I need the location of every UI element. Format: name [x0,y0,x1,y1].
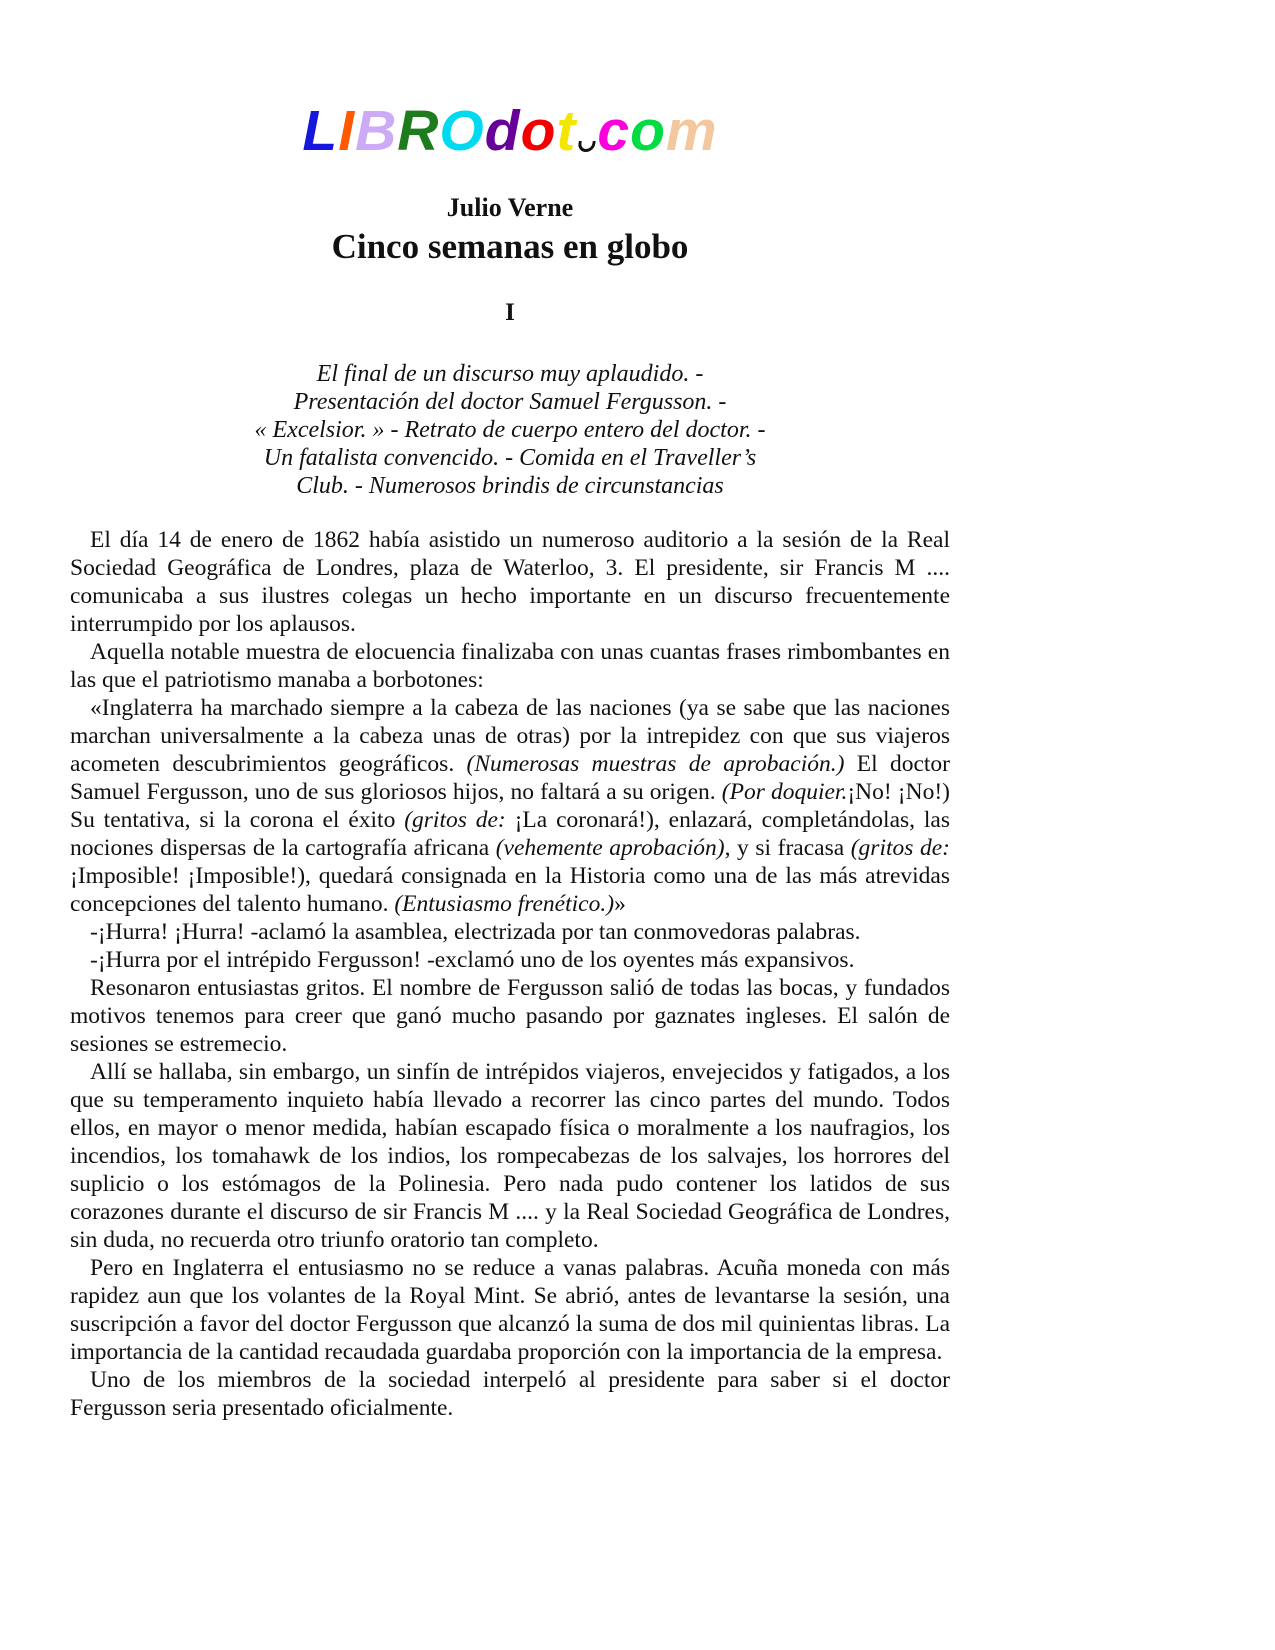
chapter-number: I [505,299,515,326]
paragraph [70,1058,950,1254]
text-run: » [614,891,626,917]
logo-letter: O [439,99,485,163]
text-column [70,0,950,1422]
paragraph [70,918,950,946]
logo-letter: I [338,99,356,163]
text-run: El día 14 de enero de 1862 había asistido un numeroso auditorio a la sesión de la Real Sociedad Geográfica de Londres, plaza de Waterloo, 3. El presidente, sir Francis M .... comunicaba a sus ilustres colegas un hecho importante en un discurso frecuentemente interrumpido por los aplausos. [70,527,950,637]
paragraph [70,638,950,694]
text-run: «Inglaterra ha marchado siempre a la cabeza de las naciones (ya se sabe que las naciones marchan universalmente a la cabeza unas de otras) por la intrepidez con que sus viajeros acometen descubrimientos geográficos. [70,695,950,777]
text-run-italic: (gritos de: [850,835,950,861]
text-run-italic: (vehemente aprobación) [495,835,725,861]
logo-letter: d [484,99,521,163]
body-text [70,526,950,1422]
paragraph [70,1254,950,1366]
text-run: Aquella notable muestra de elocuencia finalizaba con unas cuantas frases rimbombantes en las que el patriotismo manaba a borbotones: [70,639,950,693]
paragraph [70,1366,950,1422]
paragraph [70,946,950,974]
logo-letter: L [302,99,339,163]
text-run: -¡Hurra! ¡Hurra! -aclamó la asamblea, electrizada por tan conmovedoras palabras. [90,919,861,945]
summary-line: El final de un discurso muy aplaudido. - [316,361,704,387]
text-run: Resonaron entusiastas gritos. El nombre de Fergusson salió de todas las bocas, y fundados motivos tenemos para creer que ganó mucho pasando por gaznates ingleses. El salón de sesiones se estremecio. [70,975,950,1057]
book-title: Cinco semanas en globo [331,227,689,266]
logo-letter: m [665,99,718,163]
logo-letter: o [520,99,557,163]
text-run-italic: (Entusiasmo frenético.) [394,891,615,917]
text-run: ¡No! ¡No!) Su tentativa, si la corona el éxito [70,779,951,833]
text-run-italic: (Por doquier. [721,779,848,805]
logo-letter: B [355,99,398,163]
logo-dot-mark [578,141,597,152]
paragraph [70,974,950,1058]
text-run: ¡La coronará!), enlazará, completándolas, las nociones dispersas de la cartografía africana [70,807,950,861]
chapter-summary [70,360,950,500]
logo-letter: c [597,99,631,163]
text-run: -¡Hurra por el intrépido Fergusson! -exclamó uno de los oyentes más expansivos. [90,947,855,973]
paragraph [70,526,950,638]
text-run: ¡Imposible! ¡Imposible!), quedará consignada en la Historia como una de las más atrevidas concepciones del talento humano. [70,863,950,917]
text-run: El doctor Samuel Fergusson, uno de sus gloriosos hijos, no faltará a su origen. [70,751,951,805]
text-run: Uno de los miembros de la sociedad interpeló al presidente para saber si el doctor Fergusson seria presentado oficialmente. [70,1367,950,1421]
summary-line: Un fatalista convencido. - Comida en el Traveller’s [263,445,757,471]
summary-line: Club. - Numerosos brindis de circunstancias [296,473,724,499]
author-name: Julio Verne [446,193,574,222]
librodot-logo [70,0,950,166]
text-run-italic: (gritos de: [404,807,506,833]
logo-letter: R [397,99,440,163]
logo-letter: t [556,99,577,163]
summary-line: Presentación del doctor Samuel Fergusson. - [293,389,727,415]
text-run: , y si fracasa [724,835,851,861]
text-run-italic: (Numerosas muestras de aprobación.) [466,751,845,777]
text-run: Pero en Inglaterra el entusiasmo no se reduce a vanas palabras. Acuña moneda con más rapidez aun que los volantes de la Royal Mint. Se abrió, antes de levantarse la sesión, una suscripción a favor del doctor Fergusson que alcanzó la suma de dos mil quinientas libras. La importancia de la cantidad recaudada guardaba proporción con la importancia de la empresa. [70,1255,950,1365]
paragraph [70,694,950,918]
logo-letter: o [630,99,666,163]
text-run: Allí se hallaba, sin embargo, un sinfín de intrépidos viajeros, envejecidos y fatigados, a los que su temperamento inquieto había llevado a recorrer las cinco partes del mundo. Todos ellos, en mayor o menor medida, habían escapado física o moralmente a los naufragios, los incendios, los tomahawk de los indios, los rompecabezas de los salvajes, los horrores del suplicio o los estómagos de la Polinesia. Pero nada pudo contener los latidos de sus corazones durante el discurso de sir Francis M .... y la Real Sociedad Geográfica de Londres, sin duda, no recuerda otro triunfo oratorio tan completo. [70,1059,950,1253]
summary-line: « Excelsior. » - Retrato de cuerpo entero del doctor. - [254,417,766,443]
